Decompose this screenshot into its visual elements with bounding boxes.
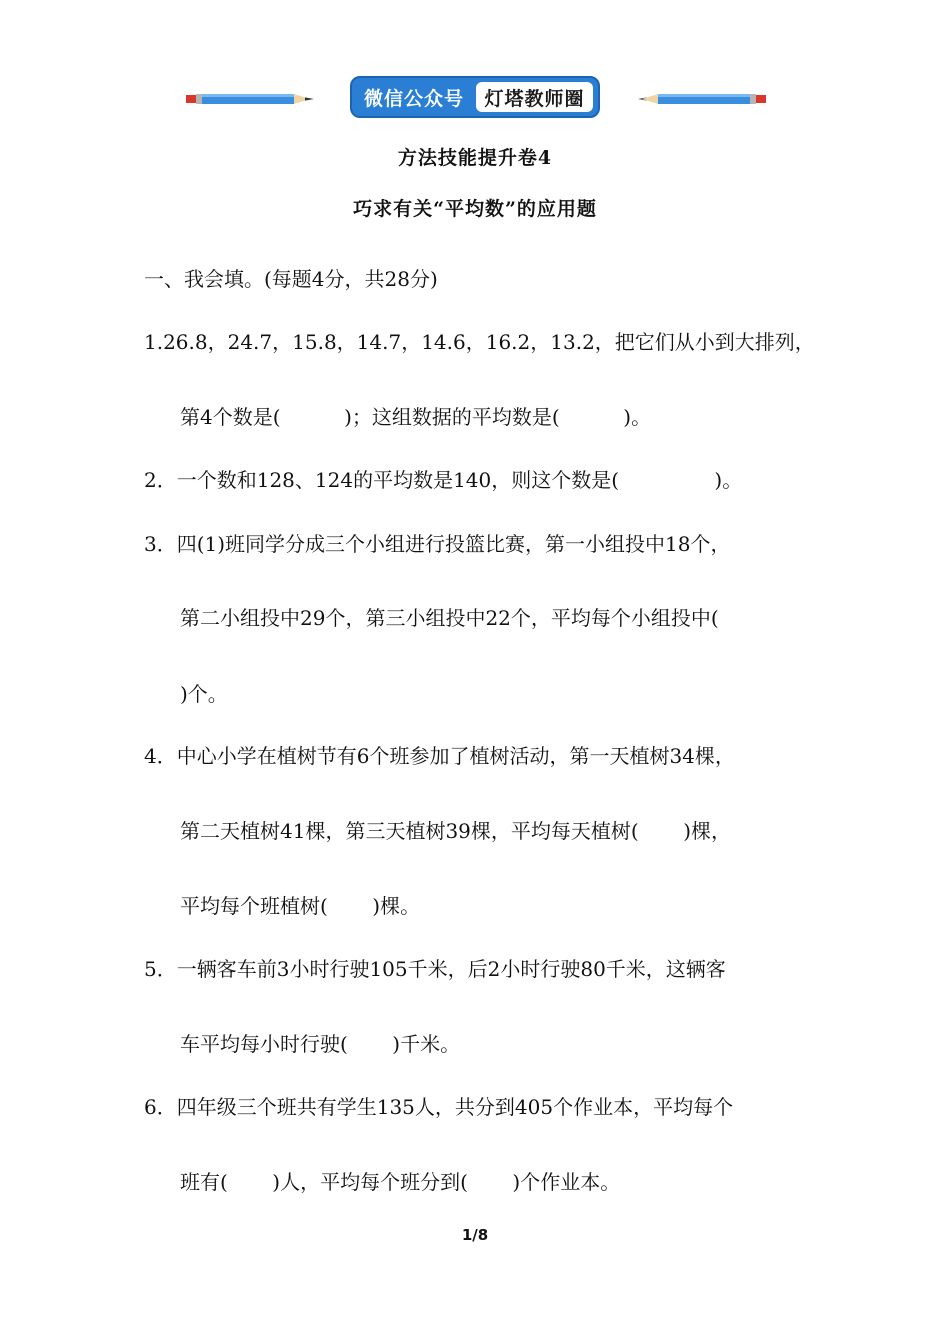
question-6-line-2: 班有( )人，平均每个班分到( )个作业本。 [180, 1170, 621, 1194]
question-3-line-1: 3．四(1)班同学分成三个小组进行投篮比赛，第一小组投中18个， [144, 532, 731, 556]
pencil-icon [636, 92, 766, 106]
logo-left-text: 微信公众号 [363, 87, 464, 110]
page-number: 1/8 [461, 1226, 489, 1244]
question-4-line-1: 4．中心小学在植树节有6个班参加了植树活动，第一天植树34棵， [144, 744, 735, 768]
wechat-logo [350, 76, 600, 118]
question-1-line-1: 1.26.8，24.7，15.8，14.7，14.6，16.2，13.2，把它们从小到大排列， [144, 330, 815, 354]
question-2: 2．一个数和128、124的平均数是140，则这个数是( )。 [144, 468, 743, 492]
pencil-icon [186, 92, 316, 106]
header-banner [0, 72, 950, 128]
question-5-line-2: 车平均每小时行驶( )千米。 [180, 1032, 461, 1056]
question-1-line-2: 第4个数是( )；这组数据的平均数是( )。 [180, 405, 652, 429]
question-6-line-1: 6．四年级三个班共有学生135人，共分到405个作业本，平均每个 [144, 1095, 734, 1119]
page-subtitle: 巧求有关“平均数”的应用题 [353, 198, 597, 220]
logo-right-text: 灯塔教师圈 [476, 82, 593, 112]
page-title: 方法技能提升卷4 [397, 147, 553, 169]
section-heading: 一、我会填。(每题4分，共28分) [144, 267, 438, 291]
question-5-line-1: 5．一辆客车前3小时行驶105千米，后2小时行驶80千米，这辆客 [144, 957, 726, 981]
question-4-line-2: 第二天植树41棵，第三天植树39棵，平均每天植树( )棵， [180, 819, 732, 843]
question-3-line-2: 第二小组投中29个，第三小组投中22个，平均每个小组投中( [180, 606, 719, 630]
question-4-line-3: 平均每个班植树( )棵。 [180, 894, 421, 918]
question-3-line-3: )个。 [180, 682, 228, 706]
